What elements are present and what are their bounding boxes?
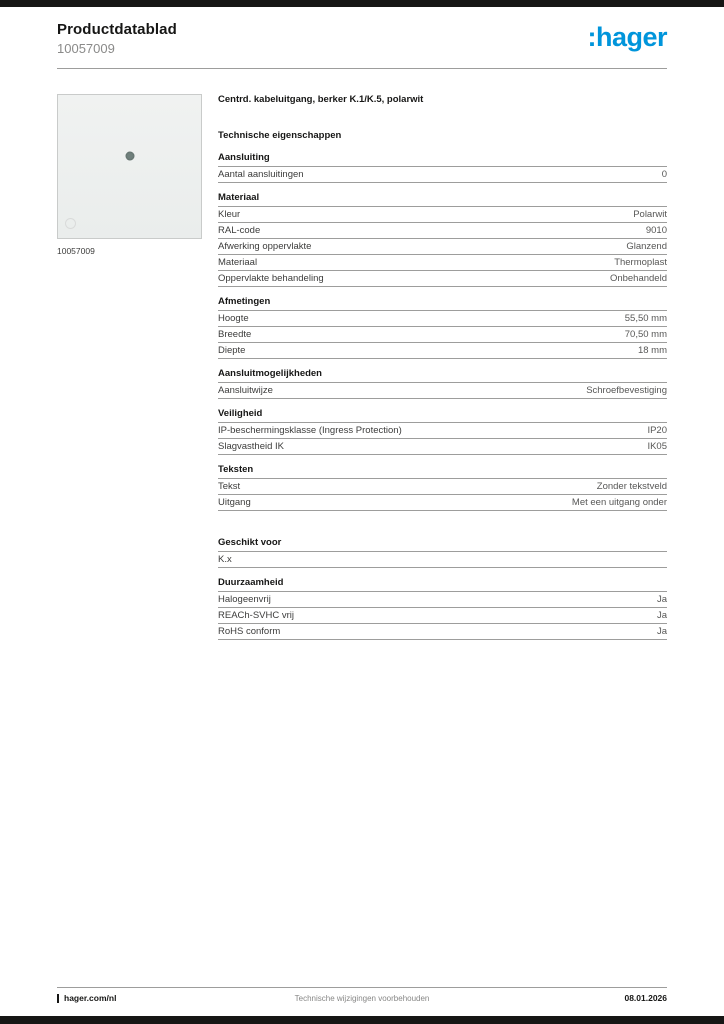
spec-section [218,465,667,511]
spec-value: 55,50 mm [624,312,667,324]
spec-value: Met een uitgang onder [571,496,667,508]
spec-section [218,538,667,568]
spec-row [218,239,667,255]
spec-row [218,423,667,439]
spec-row [218,624,667,640]
spec-label: REACh-SVHC vrij [218,609,295,621]
spec-section [218,369,667,399]
spec-value: 0 [661,168,667,180]
spec-row [218,311,667,327]
spec-column [218,94,667,640]
product-id: 10057009 [57,41,115,56]
spec-value: 70,50 mm [624,328,667,340]
spec-label: Breedte [218,328,252,340]
spec-label: IP-beschermingsklasse (Ingress Protection) [218,424,402,436]
spec-value: Ja [656,609,667,621]
image-caption: 10057009 [57,246,95,256]
cable-outlet-hole [125,152,134,161]
footer-website-link[interactable]: hager.com/nl [64,993,117,1003]
spec-section [218,578,667,640]
spec-row [218,552,667,568]
spec-section-title: Afmetingen [218,297,667,311]
spec-label: Halogeenvrij [218,593,271,605]
spec-row [218,439,667,455]
footer-disclaimer: Technische wijzigingen voorbehouden [294,993,430,1003]
spec-section-title: Aansluitmogelijkheden [218,369,667,383]
spec-row [218,207,667,223]
spec-row [218,479,667,495]
spec-label: Materiaal [218,256,258,268]
spec-section-title: Materiaal [218,193,667,207]
spec-value: Ja [656,593,667,605]
spec-row [218,327,667,343]
spec-section-title: Veiligheid [218,409,667,423]
document-header [57,0,667,56]
spec-label: RAL-code [218,224,261,236]
spec-value: Thermoplast [614,256,667,268]
spec-value: Glanzend [626,240,667,252]
footer-tick-divider [57,994,59,1003]
spec-sections [218,153,667,640]
spec-row [218,271,667,287]
spec-value: Zonder tekstveld [596,480,667,492]
main-content [57,94,667,640]
page-top-edge [0,0,724,7]
spec-value: IP20 [647,424,667,436]
spec-row [218,255,667,271]
spec-section-title: Aansluiting [218,153,667,167]
spec-section-title: Teksten [218,465,667,479]
hager-logo: :hager [587,22,667,52]
spec-label: K.x [218,553,232,565]
header-divider [57,68,667,69]
spec-row [218,167,667,183]
spec-row [218,223,667,239]
spec-label: Aantal aansluitingen [218,168,304,180]
spec-value: 18 mm [637,344,667,356]
spec-label: Afwerking oppervlakte [218,240,312,252]
spec-label: Tekst [218,480,241,492]
spec-value: 9010 [645,224,667,236]
spec-row [218,495,667,511]
product-image-column [57,94,202,640]
header-title-block [57,21,177,56]
spec-section-title: Geschikt voor [218,538,667,552]
spec-section [218,193,667,287]
watermark-ring [65,218,76,229]
spec-row [218,592,667,608]
spec-row [218,383,667,399]
spec-label: Slagvastheid IK [218,440,285,452]
spec-value: IK05 [647,440,667,452]
spec-value: Ja [656,625,667,637]
product-image [57,94,202,239]
footer-left [57,993,295,1003]
product-title: Centrd. kabeluitgang, berker K.1/K.5, polarwit [218,94,424,105]
page-bottom-edge [0,1016,724,1024]
spec-row [218,608,667,624]
spec-label: Aansluitwijze [218,384,273,396]
spec-row [218,343,667,359]
spec-label: RoHS conform [218,625,281,637]
spec-value: Schroefbevestiging [586,384,667,396]
document-footer [57,987,667,1003]
spec-value: Polarwit [633,208,667,220]
spec-label: Hoogte [218,312,249,324]
spec-section [218,153,667,183]
spec-label: Diepte [218,344,246,356]
spec-section [218,297,667,359]
footer-date: 08.01.2026 [624,993,668,1003]
spec-label: Uitgang [218,496,251,508]
spec-value: Onbehandeld [609,272,667,284]
spec-section-title: Duurzaamheid [218,578,667,592]
spec-label: Kleur [218,208,241,220]
spec-label: Oppervlakte behandeling [218,272,324,284]
page-title: Productdatablad [57,21,177,38]
spec-section [218,409,667,455]
tech-specs-heading: Technische eigenschappen [218,130,342,141]
